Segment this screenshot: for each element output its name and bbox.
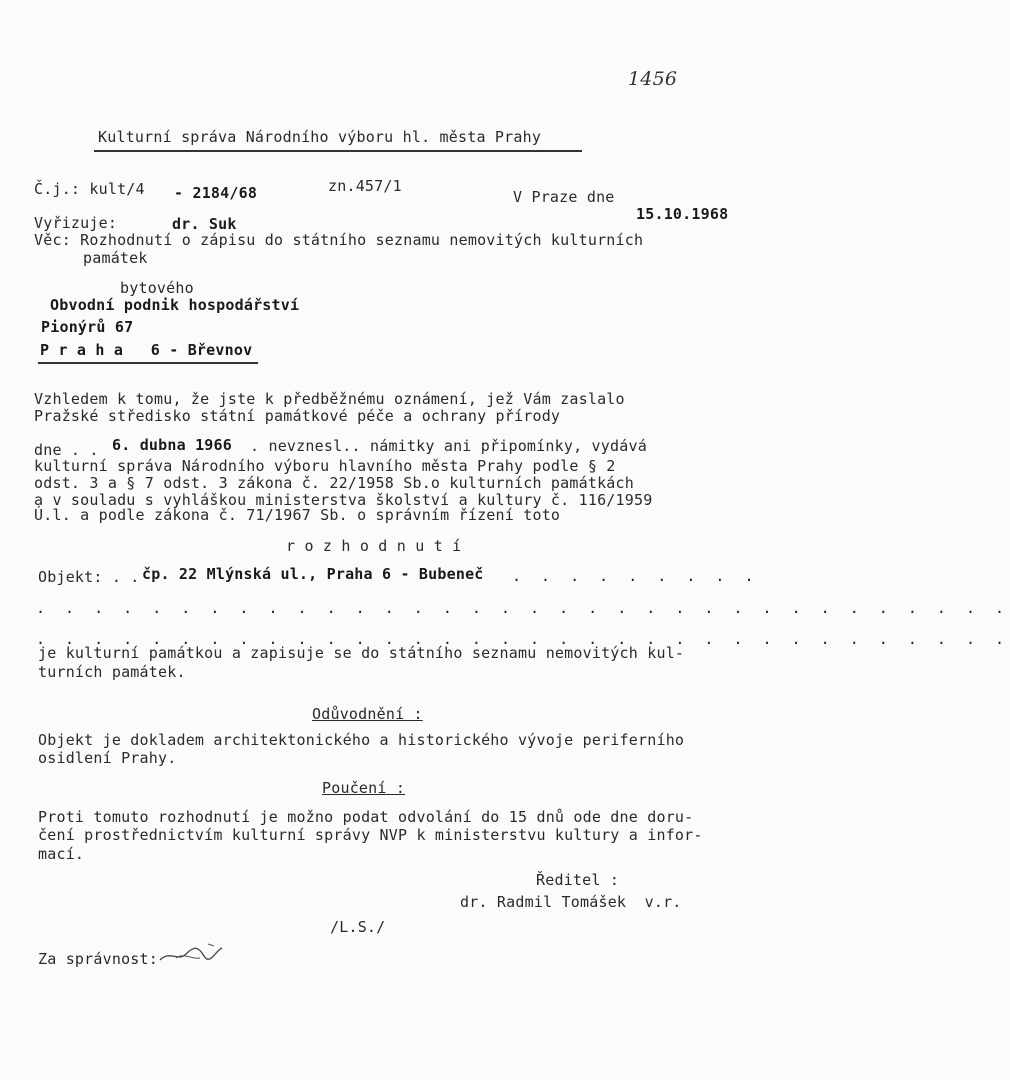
director-name: dr. Radmil Tomášek v.r. [460, 893, 682, 911]
recipient-line-2: Pionýrů 67 [41, 318, 134, 336]
dotted-line-2: . . . . . . . . . . . . . . . . . . . . . . . . . . . . . . . . . . [36, 599, 1010, 617]
instruction-line-1: Proti tomuto rozhodnutí je možno podat odvolání do 15 dnů ode dne doru- [38, 808, 694, 826]
body-line-3-prefix: dne . . [34, 441, 99, 459]
page-number: 1456 [628, 68, 678, 90]
correctness-label: Za správnost: [38, 950, 158, 968]
instruction-title: Poučení : [322, 779, 406, 797]
handles-name: dr. Suk [172, 215, 237, 233]
subject-line-1: Věc: Rozhodnutí o zápisu do státního seznamu nemovitých kulturních [34, 231, 644, 249]
body-line-3-date: 6. dubna 1966 [112, 436, 232, 454]
object-dots: . . . . . . . . . [512, 567, 760, 585]
body-line-7: Ú.l. a podle zákona č. 71/1967 Sb. o správním řízení toto [34, 506, 561, 524]
monument-line-2: turních památek. [38, 663, 186, 681]
file-mark: zn.457/1 [328, 177, 402, 195]
object-label: Objekt: . . [38, 568, 140, 586]
justification-title: Odůvodnění : [312, 705, 423, 723]
handles-label: Vyřizuje: [34, 214, 118, 232]
decision-title: r o z h o d n u t í [286, 537, 462, 555]
body-line-2: Pražské středisko státní památkové péče a ochrany přírody [34, 407, 561, 425]
body-line-1: Vzhledem k tomu, že jste k předběžnému oznámení, jež Vám zaslalo [34, 390, 625, 408]
dotted-line-3: . . . . . . . . . . . . . . . . . . . . . . . . . . . . . . . . . . [36, 630, 1010, 648]
justification-line-2: osidlení Prahy. [38, 749, 177, 767]
place-label: V Praze dne [513, 188, 615, 206]
body-line-6: a v souladu s vyhláškou ministerstva školství a kultury č. 116/1959 [34, 491, 653, 509]
signature-image [156, 936, 236, 970]
instruction-line-3: mací. [38, 845, 85, 863]
reference-number: - 2184/68 [174, 184, 258, 202]
seal-mark: /L.S./ [330, 918, 386, 936]
recipient-line-3: P r a h a 6 - Břevnov [40, 341, 253, 359]
recipient-underline [38, 362, 258, 364]
object-value: čp. 22 Mlýnská ul., Praha 6 - Bubeneč [142, 565, 484, 583]
recipient-line-1: Obvodní podnik hospodářství [50, 296, 300, 314]
justification-line-1: Objekt je dokladem architektonického a historického vývoje periferního [38, 731, 685, 749]
issuer-header: Kulturní správa Národního výboru hl. města Prahy [98, 128, 542, 146]
body-line-3-suffix: . nevznesl.. námitky ani připomínky, vydává [250, 437, 647, 455]
recipient-line-0: bytového [120, 279, 194, 297]
body-line-5: odst. 3 a § 7 odst. 3 zákona č. 22/1958 Sb.o kulturních památkách [34, 474, 634, 492]
document-date: 15.10.1968 [636, 205, 729, 223]
reference-label: Č.j.: kult/4 [34, 180, 145, 198]
director-label: Ředitel : [536, 871, 620, 889]
subject-line-2: památek [83, 249, 148, 267]
monument-line-1: je kulturní památkou a zapisuje se do státního seznamu nemovitých kul- [38, 644, 685, 662]
header-underline [94, 150, 582, 152]
body-line-4: kulturní správa Národního výboru hlavního města Prahy podle § 2 [34, 457, 616, 475]
instruction-line-2: čení prostřednictvím kulturní správy NVP k ministerstvu kultury a infor- [38, 826, 703, 844]
